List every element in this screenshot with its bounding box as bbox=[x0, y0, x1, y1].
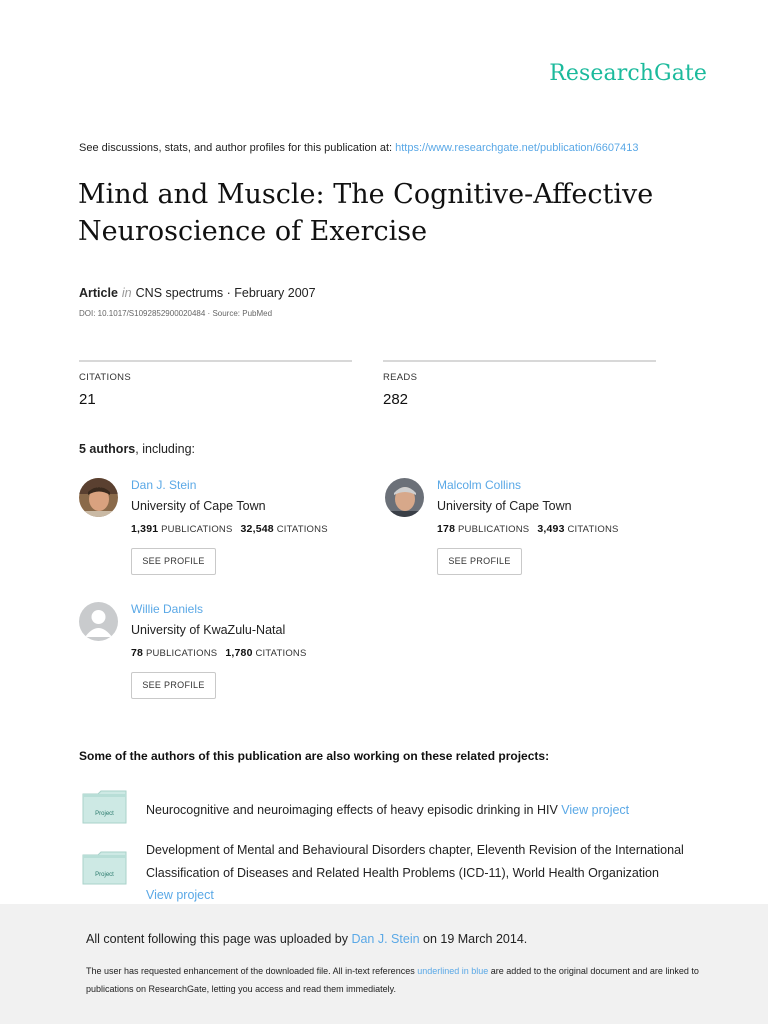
author-counts bbox=[131, 647, 381, 659]
authors-count: 5 authors bbox=[79, 442, 136, 456]
author-info bbox=[131, 602, 381, 699]
publications-count: 78 bbox=[131, 647, 144, 659]
discussion-text: See discussions, stats, and author profiles for this publication at: bbox=[79, 142, 396, 154]
publication-meta bbox=[79, 286, 316, 300]
author-institution: University of Cape Town bbox=[131, 499, 266, 513]
publications-label: PUBLICATIONS bbox=[161, 524, 233, 535]
underlined-in-blue-link[interactable]: underlined in blue bbox=[417, 966, 489, 976]
author-avatar[interactable] bbox=[79, 602, 118, 641]
publication-title: Mind and Muscle: The Cognitive-Affective Neuroscience of Exercise bbox=[78, 179, 654, 247]
project-description bbox=[146, 839, 689, 907]
researchgate-logo[interactable]: ResearchGate bbox=[549, 61, 707, 86]
author-info bbox=[437, 478, 687, 575]
citations-count: 32,548 bbox=[240, 523, 274, 535]
publications-count: 178 bbox=[437, 523, 456, 535]
publications-count: 1,391 bbox=[131, 523, 159, 535]
project-description bbox=[146, 799, 689, 822]
folder-label: Project bbox=[95, 872, 114, 878]
reads-divider bbox=[383, 360, 656, 362]
project-folder-icon bbox=[82, 851, 127, 885]
author-counts bbox=[131, 523, 381, 535]
reads-label: READS bbox=[383, 372, 418, 383]
folder-label: Project bbox=[95, 811, 114, 817]
citations-value: 21 bbox=[79, 391, 96, 408]
doi-line: DOI: 10.1017/S1092852900020484 · Source: PubMed bbox=[79, 309, 273, 318]
citations-count: 1,780 bbox=[225, 647, 253, 659]
citations-label: CITATIONS bbox=[79, 372, 131, 383]
view-project-link[interactable]: View project bbox=[146, 888, 214, 902]
author-info bbox=[131, 478, 381, 575]
note-prefix: The user has requested enhancement of the downloaded file. All in-text references bbox=[86, 966, 418, 976]
related-projects-heading: Some of the authors of this publication are also working on these related projects: bbox=[79, 749, 550, 763]
reads-stat bbox=[383, 360, 656, 408]
avatar-photo-icon bbox=[79, 478, 118, 517]
citations-stat bbox=[79, 360, 352, 408]
publication-type: Article bbox=[79, 286, 118, 300]
authors-heading bbox=[79, 442, 195, 456]
author-name-link[interactable]: Malcolm Collins bbox=[437, 478, 522, 492]
default-avatar-icon bbox=[79, 602, 118, 641]
view-project-link[interactable]: View project bbox=[561, 803, 630, 817]
project-folder-icon bbox=[82, 790, 127, 824]
see-profile-button[interactable]: SEE PROFILE bbox=[437, 548, 522, 575]
author-name-link[interactable]: Willie Daniels bbox=[131, 602, 204, 616]
journal-date: CNS spectrums · February 2007 bbox=[135, 286, 316, 300]
citations-label: CITATIONS bbox=[567, 524, 619, 535]
author-counts bbox=[437, 523, 687, 535]
authors-suffix: , including: bbox=[135, 442, 196, 456]
author-institution: University of KwaZulu-Natal bbox=[131, 623, 286, 637]
citations-count: 3,493 bbox=[537, 523, 565, 535]
enhancement-note bbox=[86, 962, 706, 998]
citations-label: CITATIONS bbox=[255, 648, 307, 659]
project-item bbox=[79, 840, 689, 910]
in-word: in bbox=[121, 286, 132, 300]
reads-value: 282 bbox=[383, 391, 409, 408]
citations-label: CITATIONS bbox=[276, 524, 328, 535]
discussion-line bbox=[79, 142, 639, 154]
author-institution: University of Cape Town bbox=[437, 499, 572, 513]
uploaded-suffix: on 19 March 2014. bbox=[419, 932, 528, 946]
author-avatar[interactable] bbox=[385, 478, 424, 517]
citations-divider bbox=[79, 360, 352, 362]
note-suffix: are added to the original document and are linked to publications on ResearchGate, letting you access and read them immediately. bbox=[86, 966, 699, 994]
uploaded-prefix: All content following this page was uploaded by bbox=[86, 932, 352, 946]
project-text: Neurocognitive and neuroimaging effects of heavy episodic drinking in HIV bbox=[146, 803, 562, 817]
project-item bbox=[79, 788, 689, 828]
see-profile-button[interactable]: SEE PROFILE bbox=[131, 672, 216, 699]
publications-label: PUBLICATIONS bbox=[457, 524, 530, 535]
publication-url-link[interactable]: https://www.researchgate.net/publication/6607413 bbox=[395, 142, 639, 154]
see-profile-button[interactable]: SEE PROFILE bbox=[131, 548, 216, 575]
project-text: Development of Mental and Behavioural Disorders chapter, Eleventh Revision of the International Classification of Diseases and Related Health Problems (ICD-11), World Health Organization bbox=[146, 843, 684, 880]
author-avatar[interactable] bbox=[79, 478, 118, 517]
author-name-link[interactable]: Dan J. Stein bbox=[131, 478, 197, 492]
upload-footer bbox=[0, 904, 768, 1024]
uploader-link[interactable]: Dan J. Stein bbox=[351, 932, 420, 946]
avatar-photo-icon bbox=[385, 478, 424, 517]
uploaded-by-line bbox=[86, 932, 527, 946]
publications-label: PUBLICATIONS bbox=[145, 648, 218, 659]
